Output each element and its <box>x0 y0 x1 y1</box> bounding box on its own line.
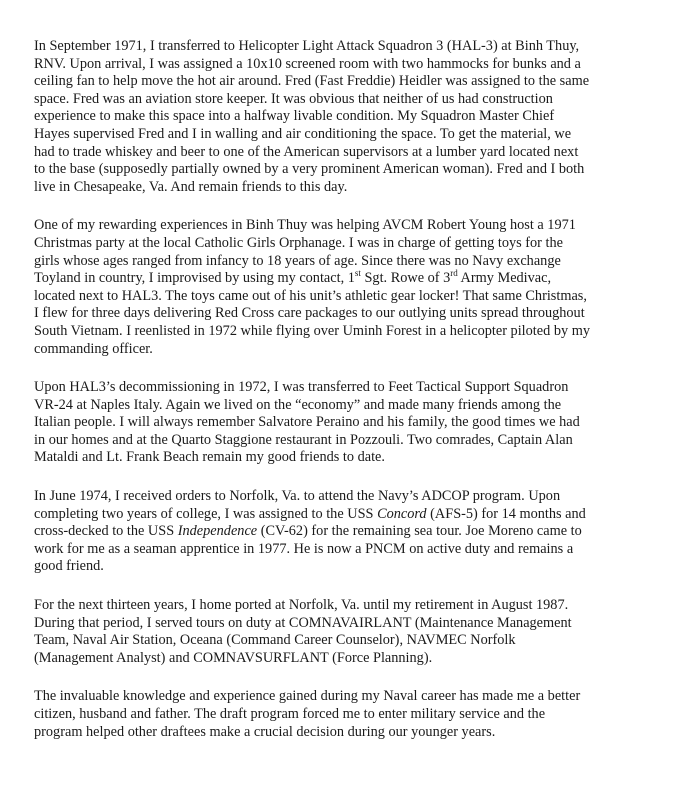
text-line <box>34 56 666 74</box>
paragraph-2 <box>34 217 666 358</box>
text-run: For the next thirteen years, I home ported at Norfolk, Va. until my retirement in August 1987. <box>34 597 569 614</box>
text-line <box>34 288 666 306</box>
text-line <box>34 432 666 450</box>
text-line <box>34 523 666 541</box>
ordinal-suffix: rd <box>450 268 458 279</box>
text-line <box>34 341 666 359</box>
ship-name: Concord <box>377 505 427 522</box>
text-run: Team, Naval Air Station, Oceana (Command Career Counselor), NAVMEC Norfolk <box>34 632 516 649</box>
text-line <box>34 632 666 650</box>
ordinal-suffix: st <box>354 268 361 279</box>
text-line <box>34 235 666 253</box>
text-run: One of my rewarding experiences in Binh Thuy was helping AVCM Robert Young host a 1971 <box>34 217 576 234</box>
text-line <box>34 270 666 288</box>
text-run: ceiling fan to help move the hot air around. Fred (Fast Freddie) Heidler was assigned to the same <box>34 73 590 90</box>
text-run: Christmas party at the local Catholic Girls Orphanage. I was in charge of getting toys for the <box>34 234 563 251</box>
text-run: program helped other draftees make a crucial decision during our younger years. <box>34 723 496 740</box>
text-run: Army Medivac, <box>457 270 552 287</box>
text-run: Upon HAL3’s decommissioning in 1972, I was transferred to Feet Tactical Support Squadron <box>34 379 569 396</box>
text-run: During that period, I served tours on duty at COMNAVAIRLANT (Maintenance Management <box>34 614 572 631</box>
text-line <box>34 126 666 144</box>
text-line <box>34 414 666 432</box>
text-run: Mataldi and Lt. Frank Beach remain my good friends to date. <box>34 449 385 466</box>
text-run: In September 1971, I transferred to Helicopter Light Attack Squadron 3 (HAL-3) at Binh Thuy, <box>34 38 580 54</box>
text-run: live in Chesapeake, Va. And remain friends to this day. <box>34 178 348 195</box>
document-body <box>34 38 666 741</box>
text-run: work for me as a seaman apprentice in 1977. He is now a PNCM on active duty and remains a <box>34 540 574 557</box>
ship-name: Independence <box>177 523 258 540</box>
text-run: in our homes and at the Quarto Staggione restaurant in Pozzouli. Two comrades, Captain Alan <box>34 431 573 448</box>
text-line <box>34 108 666 126</box>
text-run: Toyland in country, I improvised by using my contact, 1 <box>34 270 355 287</box>
paragraph-5 <box>34 597 666 667</box>
text-run: to the base (supposedly partially owned by a very prominent American woman). Fred and I both <box>34 161 585 178</box>
text-run: The invaluable knowledge and experience gained during my Naval career has made me a better <box>34 688 581 705</box>
text-line <box>34 73 666 91</box>
text-run: experience to make this space into a halfway livable condition. My Squadron Master Chief <box>34 108 555 125</box>
text-run: had to trade whiskey and beer to one of the American supervisors at a lumber yard located next <box>34 143 579 160</box>
text-line <box>34 397 666 415</box>
text-line <box>34 253 666 271</box>
text-run: I flew for three days delivering Red Cross care packages to our outlying units spread throughout <box>34 305 585 322</box>
text-run: girls whose ages ranged from infancy to 18 years of age. Since there was no Navy exchange <box>34 252 561 269</box>
text-run: (Management Analyst) and COMNAVSURFLANT (Force Planning). <box>34 649 433 666</box>
text-line <box>34 615 666 633</box>
text-run: Sgt. Rowe of 3 <box>360 270 451 287</box>
text-line <box>34 161 666 179</box>
text-line <box>34 144 666 162</box>
text-run: Hayes supervised Fred and I in walling and air conditioning the space. To get the material, we <box>34 125 572 142</box>
text-run: (AFS-5) for 14 months and <box>426 505 586 522</box>
text-run: South Vietnam. I reenlisted in 1972 while flying over Uminh Forest in a helicopter piloted by my <box>34 322 590 339</box>
text-line <box>34 724 666 742</box>
text-line <box>34 323 666 341</box>
text-line <box>34 558 666 576</box>
paragraph-6 <box>34 688 666 741</box>
text-line <box>34 650 666 668</box>
text-line <box>34 688 666 706</box>
text-line <box>34 541 666 559</box>
paragraph-3 <box>34 379 666 467</box>
text-line <box>34 706 666 724</box>
text-line <box>34 91 666 109</box>
text-run: completing two years of college, I was assigned to the USS <box>34 505 378 522</box>
text-line <box>34 506 666 524</box>
text-run: In June 1974, I received orders to Norfolk, Va. to attend the Navy’s ADCOP program. Upon <box>34 488 561 505</box>
text-line <box>34 449 666 467</box>
text-line <box>34 488 666 506</box>
text-run: citizen, husband and father. The draft program forced me to enter military service and the <box>34 706 546 722</box>
text-line <box>34 379 666 397</box>
text-run: located next to HAL3. The toys came out of his unit’s athletic gear locker! That same Christmas, <box>34 287 587 304</box>
text-run: Italian people. I will always remember Salvatore Peraino and his family, the good times we had <box>34 414 580 431</box>
text-line <box>34 597 666 615</box>
text-line <box>34 217 666 235</box>
text-line <box>34 305 666 323</box>
text-run: good friend. <box>34 558 104 575</box>
text-run: commanding officer. <box>34 340 153 357</box>
text-run: (CV-62) for the remaining sea tour. Joe Moreno came to <box>257 523 582 540</box>
text-line <box>34 179 666 197</box>
text-run: RNV. Upon arrival, I was assigned a 10x10 screened room with two hammocks for bunks and a <box>34 55 581 72</box>
paragraph-4 <box>34 488 666 576</box>
text-line <box>34 38 666 56</box>
text-run: VR-24 at Naples Italy. Again we lived on the “economy” and made many friends among the <box>34 396 562 413</box>
paragraph-1 <box>34 38 666 196</box>
text-run: space. Fred was an aviation store keeper. It was obvious that neither of us had construction <box>34 90 553 107</box>
text-run: cross-decked to the USS <box>34 523 178 540</box>
